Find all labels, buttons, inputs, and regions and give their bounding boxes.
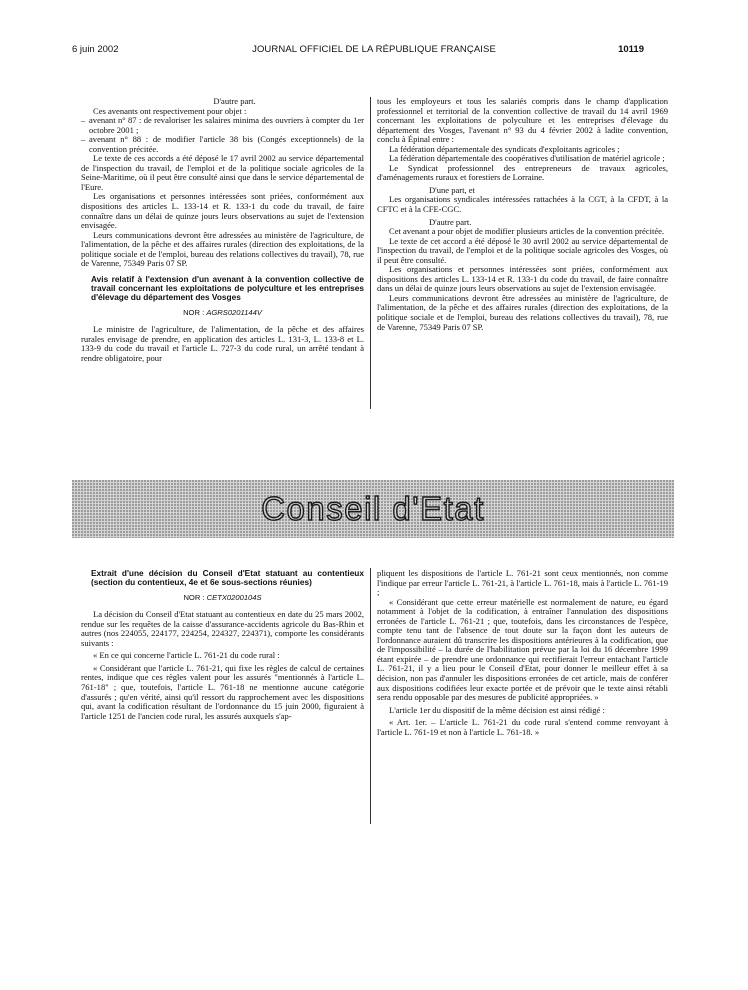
paragraph: « Considérant que l'article L. 761-21, qui fixe les règles de calcul de certaines rentes, indique que ces règles valent pour les assurés "mentionnés à l'article L. 761-18" ; que, toutefois, l'article L. 761-18 ne mentionne aucune catégorie d'assurés ; qu'en vérité, ainsi qu'il ressort du rapprochement avec les dispositions qui, avant la codification résultant de l'ordonnance du 15 juin 2000, figuraient à l'article 1251 de l'ancien code rural, les assurés auxquels s'ap- bbox=[81, 662, 364, 721]
paragraph: Le ministre de l'agriculture, de l'alimentation, de la pêche et des affaires rurales envisage de prendre, en application des articles L. 131-3, L. 133-8 et L. 133-9 du code du travail et l'article L. 727-3 du code rural, un arrêté tendant à rendre obligatoire, pour bbox=[81, 324, 364, 363]
paragraph: Cet avenant a pour objet de modifier plusieurs articles de la convention précitée. bbox=[389, 226, 665, 237]
header-date: 6 juin 2002 bbox=[72, 44, 119, 55]
nor-label: NOR : bbox=[183, 592, 205, 602]
paragraph: D'autre part. bbox=[213, 96, 256, 106]
paragraph: La fédération départementale des coopératives d'utilisation de matériel agricole ; bbox=[389, 153, 665, 164]
list-item: – avenant n° 88 : de modifier l'article 38 bis (Congés exceptionnels) de la convention précitée. bbox=[81, 135, 364, 154]
paragraph: Le texte de ces accords a été déposé le 17 avril 2002 au service départemental de l'inspection du travail, de l'emploi et de la politique sociale agricoles de la Seine-Maritime, où il peut être consulté ainsi que dans le service départemental de l'Eure. bbox=[81, 153, 364, 192]
nor-reference bbox=[81, 593, 364, 603]
paragraph: Les organisations et personnes intéressées sont priées, conformément aux dispositions des articles L. 133-14 et R. 133-1 du code du travail, de faire connaître dans un délai de quinze jours leurs observations au sujet de l'extension envisagée. bbox=[81, 191, 364, 231]
paragraph: Le texte de cet accord a été déposé le 30 avril 2002 au service départemental de l'inspection du travail, de l'emploi et de la politique sociale agricoles des Vosges, où il peut être consulté. bbox=[377, 235, 668, 265]
header-page-number: 10119 bbox=[618, 44, 644, 55]
nor-code: CETX0200104S bbox=[206, 592, 262, 602]
notice-title: Avis relatif à l'extension d'un avenant à la convention collective de travail concernant les exploitations de polyculture et les entreprises d'élevage du département des Vosges bbox=[91, 273, 364, 303]
top-left-column bbox=[81, 97, 364, 363]
section-banner-title: Conseil d'Etat bbox=[261, 490, 485, 527]
decision-title: Extrait d'une décision du Conseil d'Etat statuant au contentieux (section du contentieux, 4e et 6e sous-sections réunies) bbox=[91, 568, 364, 588]
nor-code: AGRS0201144V bbox=[206, 307, 262, 317]
paragraph: La fédération départementale des syndicats d'exploitants agricoles ; bbox=[389, 143, 620, 154]
paragraph: L'article 1er du dispositif de la même décision est ainsi rédigé : bbox=[389, 704, 605, 715]
paragraph: Les organisations et personnes intéressées sont priées, conformément aux dispositions des articles L. 133-14 et R. 133-1 du code du travail, de faire connaître dans un délai de quinze jours leurs observations au sujet de l'extension envisagée. bbox=[377, 264, 668, 294]
paragraph: Le Syndicat professionnel des entrepreneurs de travaux agricoles, d'aménagements ruraux et forestiers de Lorraine. bbox=[377, 162, 668, 183]
paragraph: tous les employeurs et tous les salariés compris dans le champ d'application professionnel et territorial de la convention collective de travail du 14 avril 1969 concernant les exploitations de polyculture et les entreprises d'élevage du département des Vosges, l'avenant n° 93 du 4 février 2002 à ladite convention, conclu à Épinal entre : bbox=[377, 96, 668, 145]
bottom-right-column bbox=[377, 569, 668, 737]
header-journal-title: JOURNAL OFFICIEL DE LA RÉPUBLIQUE FRANÇAISE bbox=[252, 44, 496, 55]
list-item: – avenant n° 87 : de revaloriser les salaires minima des ouvriers à compter du 1er octobre 2001 ; bbox=[81, 116, 364, 135]
paragraph: Ces avenants ont respectivement pour objet : bbox=[93, 105, 247, 116]
paragraph: D'autre part. bbox=[429, 216, 472, 227]
nor-reference bbox=[81, 308, 364, 318]
top-right-column bbox=[377, 97, 668, 332]
nor-label: NOR : bbox=[183, 307, 205, 317]
paragraph: pliquent les dispositions de l'article L. 761-21 sont ceux mentionnés, non comme l'indique par erreur l'article L. 761-21, à l'article L. 761-18, mais à l'article L. 761-19 ; bbox=[377, 568, 668, 598]
section-banner bbox=[72, 480, 674, 538]
column-divider bbox=[370, 97, 371, 409]
paragraph: Les organisations syndicales intéressées rattachées à la CGT, à la CFDT, à la CFTC et à la CFE-CGC. bbox=[377, 194, 668, 215]
paragraph: « Art. 1er. – L'article L. 761-21 du code rural s'entend comme renvoyant à l'article L. 761-19 et non à l'article L. 761-18. » bbox=[377, 717, 668, 737]
paragraph: La décision du Conseil d'Etat statuant au contentieux en date du 25 mars 2002, rendue sur les requêtes de la caisse d'assurance-accidents agricole du Bas-Rhin et autres (nos 224055, 224177, 224254, 224327, 224371), comporte les considérants suivants : bbox=[81, 609, 364, 648]
paragraph: « Considérant que cette erreur matérielle est normalement de nature, eu égard notamment à l'objet de la codification, à entraîner l'annulation des dispositions erronées de l'article L. 761-21 ; que, toutefois, dans les circonstances de l'espèce, compte tenu tant de l'absence de tout doute sur la façon dont les auteurs de l'ordonnance auraient dû transcrire les dispositions antérieures à la codification, que de l'impossibilité – la durée de l'habilitation prévue par la loi du 16 décembre 1999 étant expirée – de prendre une ordonnance qui rectifierait l'erreur entachant l'article L. 761-21, il y a lieu pour le Conseil d'Etat, pour donner le meilleur effet à sa décision, non pas d'annuler les dispositions erronées de cet article, mais de conférer aux dispositions codifiées leur exacte portée et de prévoir que le texte ainsi rétabli sera rendu opposable par des mesures de publicité appropriées. » bbox=[377, 596, 668, 703]
paragraph: Leurs communications devront être adressées au ministère de l'agriculture, de l'alimentation, de la pêche et des affaires rurales (direction des exploitations, de la politique sociale et de l'emploi, bureau des relations collectives du travail), 78, rue de Varenne, 75349 Paris 07 SP. bbox=[377, 292, 668, 332]
column-divider bbox=[370, 568, 371, 824]
paragraph: Leurs communications devront être adressées au ministère de l'agriculture, de l'alimentation, de la pêche et des affaires rurales (direction des exploitations, de la politique sociale et de l'emploi, bureau des relations collectives du travail), 78, rue de Varenne, 75349 Paris 07 SP. bbox=[81, 229, 364, 269]
bottom-left-column bbox=[81, 569, 364, 721]
paragraph: D'une part, et bbox=[429, 184, 475, 195]
paragraph: « En ce qui concerne l'article L. 761-21 du code rural : bbox=[93, 650, 280, 661]
